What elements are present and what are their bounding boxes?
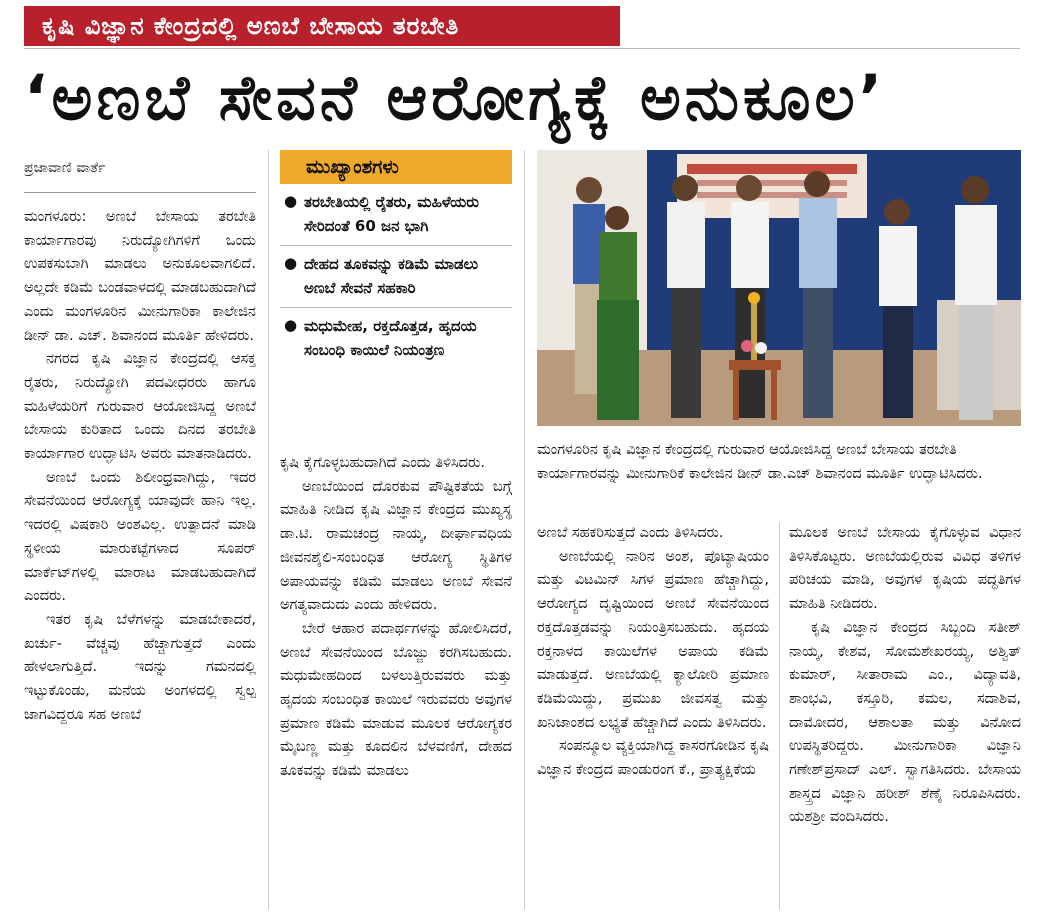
paragraph: ನಗರದ ಕೃಷಿ ವಿಜ್ಞಾನ ಕೇಂದ್ರದಲ್ಲಿ ಆಸಕ್ತ ರೈತರು, ನಿರುದ್ಯೋಗಿ ಪದವೀಧರರು ಹಾಗೂ ಮಹಿಳೆಯರಿಗೆ ಗುರುವಾರ ಆಯೋಜಿಸಿದ್ದ ಅಣಬೆ ಬೇಸಾಯ ಕುರಿತಾದ ಒಂದು ದಿನದ ತರಬೇತಿ ಕಾರ್ಯಾಗಾರ ಉದ್ಘಾಟಿಸಿ ಅವರು ಮಾತನಾಡಿದರು. [24, 351, 256, 463]
bullet-icon: ● [284, 254, 298, 272]
paragraph: ಕೃಷಿ ಕೈಗೊಳ್ಳಬಹುದಾಗಿದೆ ಎಂದು ತಿಳಿಸಿದರು. [280, 455, 485, 471]
highlight-text: ದೇಹದ ತೂಕವನ್ನು ಕಡಿಮೆ ಮಾಡಲು ಅಣಬೆ ಸೇವನೆ ಸಹಕಾರಿ [304, 255, 479, 297]
bullet-icon: ● [284, 316, 298, 334]
section-kicker: ಕೃಷಿ ವಿಜ್ಞಾನ ಕೇಂದ್ರದಲ್ಲಿ ಅಣಬೆ ಬೇಸಾಯ ತರಬೇತಿ [24, 6, 620, 46]
kicker-divider [24, 48, 1020, 49]
paragraph: ಇತರ ಕೃಷಿ ಬೆಳೆಗಳನ್ನು ಮಾಡಬೇಕಾದರೆ, ಖರ್ಚು- ವೆಚ್ಚವು ಹೆಚ್ಚಾಗುತ್ತದೆ ಎಂದು ಹೇಳಲಾಗುತ್ತಿದೆ. ಇದನ್ನು ಗಮನದಲ್ಲಿ ಇಟ್ಟುಕೊಂಡು, ಮನೆಯ ಅಂಗಳದಲ್ಲಿ ಸ್ವಲ್ಪ ಜಾಗವಿದ್ದರೂ ಸಹ ಅಣಬೆ [24, 611, 256, 723]
paragraph: ಮಂಗಳೂರು: ಅಣಬೆ ಬೇಸಾಯ ತರಬೇತಿ ಕಾರ್ಯಾಗಾರವು ನಿರುದ್ಯೋಗಿಗಳಿಗೆ ಒಂದು ಉಪಕಸುಬಾಗಿ ಮಾಡಲು ಅನುಕೂಲವಾಗಲಿದೆ. ಅಲ್ಲದೇ ಕಡಿಮೆ ಬಂಡವಾಳದಲ್ಲಿ ಮಾಡಬಹುದಾಗಿದೆ ಎಂದು ಮಂಗಳೂರಿನ ಮೀನುಗಾರಿಕಾ ಕಾಲೇಜಿನ ಡೀನ್ ಡಾ. ಎಚ್. ಶಿವಾನಂದ ಮೂರ್ತಿ ಹೇಳಿದರು. [24, 209, 256, 344]
highlight-item [280, 184, 512, 246]
event-photo [537, 150, 1021, 426]
highlights-box [280, 150, 512, 442]
article-column-3 [537, 522, 769, 910]
article-column-4 [789, 522, 1021, 910]
article-column-1 [24, 206, 256, 910]
column-divider [524, 150, 525, 910]
highlight-item [280, 246, 512, 308]
paragraph: ಅಣಬೆ ಒಂದು ಶಿಲೀಂಧ್ರವಾಗಿದ್ದು, ಇದರ ಸೇವನೆಯಿಂದ ಆರೋಗ್ಯಕ್ಕೆ ಯಾವುದೇ ಹಾನಿ ಇಲ್ಲ. ಇದರಲ್ಲಿ ವಿಷಕಾರಿ ಅಂಶವಿಲ್ಲ. ಉತ್ಪಾದನೆ ಮಾಡಿ ಸ್ಥಳೀಯ ಮಾರುಕಟ್ಟೆಗಳಾದ ಸೂಪರ್ ಮಾರ್ಕೆಟ್‌ಗಳಲ್ಲಿ ಮಾರಾಟ ಮಾಡಬಹುದಾಗಿದೆ ಎಂದರು. [24, 469, 256, 605]
highlight-text: ತರಬೇತಿಯಲ್ಲಿ ರೈತರು, ಮಹಿಳೆಯರು ಸೇರಿದಂತೆ 60 ಜನ ಭಾಗಿ [304, 193, 479, 235]
paragraph: ಕೃಷಿ ವಿಜ್ಞಾನ ಕೇಂದ್ರದ ಸಿಬ್ಬಂದಿ ಸತೀಶ್ ನಾಯ್ಕ, ಕೇಶವ, ಸೋಮಶೇಖರಯ್ಯ, ಅಶ್ವಿತ್ ಕುಮಾರ್, ಸೀತಾರಾಮ ಎಂ., ವಿದ್ಯಾವತಿ, ಶಾಂಭವಿ, ಕಸ್ತೂರಿ, ಕಮಲ, ಸದಾಶಿವ, ದಾಮೋದರ, ಆಶಾಲತಾ ಮತ್ತು ವಿನೋದ ಉಪಸ್ಥಿತರಿದ್ದರು. ಮೀನುಗಾರಿಕಾ ವಿಜ್ಞಾನಿ ಗಣೇಶ್‌ಪ್ರಸಾದ್ ಎಲ್. ಸ್ವಾಗತಿಸಿದರು. ಬೇಸಾಯ ಶಾಸ್ತ್ರದ ವಿಜ್ಞಾನಿ ಹರೀಶ್ ಶೆಣೈ ನಿರೂಪಿಸಿದರು. ಯಶಶ್ರೀ ವಂದಿಸಿದರು. [789, 619, 1021, 826]
photo-caption: ಮಂಗಳೂರಿನ ಕೃಷಿ ವಿಜ್ಞಾನ ಕೇಂದ್ರದಲ್ಲಿ ಗುರುವಾರ ಆಯೋಜಿಸಿದ್ದ ಅಣಬೆ ಬೇಸಾಯ ತರಬೇತಿ ಕಾರ್ಯಾಗಾರವನ್ನು ಮೀನುಗಾರಿಕೆ ಕಾಲೇಜಿನ ಡೀನ್ ಡಾ.ಎಚ್ ಶಿವಾನಂದ ಮೂರ್ತಿ ಉದ್ಘಾಟಿಸಿದರು. [537, 442, 983, 482]
paragraph: ಸಂಪನ್ಮೂಲ ವ್ಯಕ್ತಿಯಾಗಿದ್ದ ಕಾಸರಗೋಡಿನ ಕೃಷಿ ವಿಜ್ಞಾನ ಕೇಂದ್ರದ ಪಾಂಡುರಂಗ ಕೆ., ಪ್ರಾತ್ಯಕ್ಷಿಕೆಯ [537, 738, 769, 779]
paragraph: ಅಣಬೆಯಿಂದ ದೊರಕುವ ಪೌಷ್ಟಿಕತೆಯ ಬಗ್ಗೆ ಮಾಹಿತಿ ನೀಡಿದ ಕೃಷಿ ವಿಜ್ಞಾನ ಕೇಂದ್ರದ ಮುಖ್ಯಸ್ಥ ಡಾ.ಟಿ. ರಾಮಚಂದ್ರ ನಾಯ್ಕ, ದೀರ್ಘಾವಧಿಯ ಜೀವನಶೈಲಿ-ಸಂಬಂಧಿತ ಆರೋಗ್ಯ ಸ್ಥಿತಿಗಳ ಅಪಾಯವನ್ನು ಕಡಿಮೆ ಮಾಡಲು ಅಣಬೆ ಸೇವನೆ ಅಗತ್ಯವಾದುದು ಎಂದು ಹೇಳಿದರು. [280, 478, 512, 614]
paragraph: ಬೇರೆ ಆಹಾರ ಪದಾರ್ಥಗಳನ್ನು ಹೋಲಿಸಿದರೆ, ಅಣಬೆ ಸೇವನೆಯಿಂದ ಬೊಜ್ಜು ಕರಗಿಸಬಹುದು. ಮಧುಮೇಹದಿಂದ ಬಳಲುತ್ತಿರುವವರು ಮತ್ತು ಹೃದಯ ಸಂಬಂಧಿತ ಕಾಯಿಲೆ ಇರುವವರು ಅವುಗಳ ಪ್ರಮಾಣ ಕಡಿಮೆ ಮಾಡುವ ಮೂಲಕ ಆರೋಗ್ಯಕರ ಮೈಬಣ್ಣ ಮತ್ತು ಕೂದಲಿನ ಬೆಳವಣಿಗೆ, ದೇಹದ ತೂಕವನ್ನು ಕಡಿಮೆ ಮಾಡಲು [280, 620, 512, 780]
paragraph: ಮೂಲಕ ಅಣಬೆ ಬೇಸಾಯ ಕೈಗೊಳ್ಳುವ ವಿಧಾನ ತಿಳಿಸಿಕೊಟ್ಟರು. ಅಣಬೆಯಲ್ಲಿರುವ ವಿವಿಧ ತಳಿಗಳ ಪರಿಚಯ ಮಾಡಿ, ಅವುಗಳ ಕೃಷಿಯ ಪದ್ಧತಿಗಳ ಮಾಹಿತಿ ನೀಡಿದರು. [789, 525, 1021, 613]
paragraph: ಅಣಬೆಯಲ್ಲಿ ನಾರಿನ ಅಂಶ, ಪೊಟ್ಯಾಷಿಯಂ ಮತ್ತು ವಿಟಮಿನ್ ಸಿಗಳ ಪ್ರಮಾಣ ಹೆಚ್ಚಾಗಿದ್ದು, ಆರೋಗ್ಯದ ದೃಷ್ಟಿಯಿಂದ ಅಣಬೆ ಸೇವನೆಯಿಂದ ರಕ್ತದೊತ್ತಡವನ್ನು ನಿಯಂತ್ರಿಸಬಹುದು. ಹೃದಯ ರಕ್ತನಾಳದ ಕಾಯಿಲೆಗಳ ಅಪಾಯ ಕಡಿಮೆ ಮಾಡುತ್ತದೆ. ಅಣಬೆಯಲ್ಲಿ ಕ್ಯಾಲೋರಿ ಪ್ರಮಾಣ ಕಡಿಮೆಯಿದ್ದು, ಪ್ರಮುಖ ಜೀವಸತ್ವ ಮತ್ತು ಖನಿಜಾಂಶದ ಲಭ್ಯತೆ ಹೆಚ್ಚಾಗಿದೆ ಎಂದು ತಿಳಿಸಿದರು. [537, 548, 769, 731]
highlight-text: ಮಧುಮೇಹ, ರಕ್ತದೊತ್ತಡ, ಹೃದಯ ಸಂಬಂಧಿ ಕಾಯಿಲೆ ನಿಯಂತ್ರಣ [304, 317, 477, 359]
article-column-2 [280, 452, 512, 910]
byline-divider [24, 192, 256, 193]
bullet-icon: ● [284, 192, 298, 210]
column-divider [268, 150, 269, 910]
column-divider [779, 522, 780, 910]
photo-illustration [537, 150, 1021, 426]
paragraph: ಅಣಬೆ ಸಹಕರಿಸುತ್ತದೆ ಎಂದು ತಿಳಿಸಿದರು. [537, 525, 724, 541]
headline: ‘ಅಣಬೆ ಸೇವನೆ ಆರೋಗ್ಯಕ್ಕೆ ಅನುಕೂಲ’ [24, 61, 887, 134]
highlights-title: ಮುಖ್ಯಾಂಶಗಳು [280, 150, 512, 184]
highlight-item [280, 308, 512, 369]
byline: ಪ್ರಜಾವಾಣಿ ವಾರ್ತೆ [24, 160, 106, 176]
